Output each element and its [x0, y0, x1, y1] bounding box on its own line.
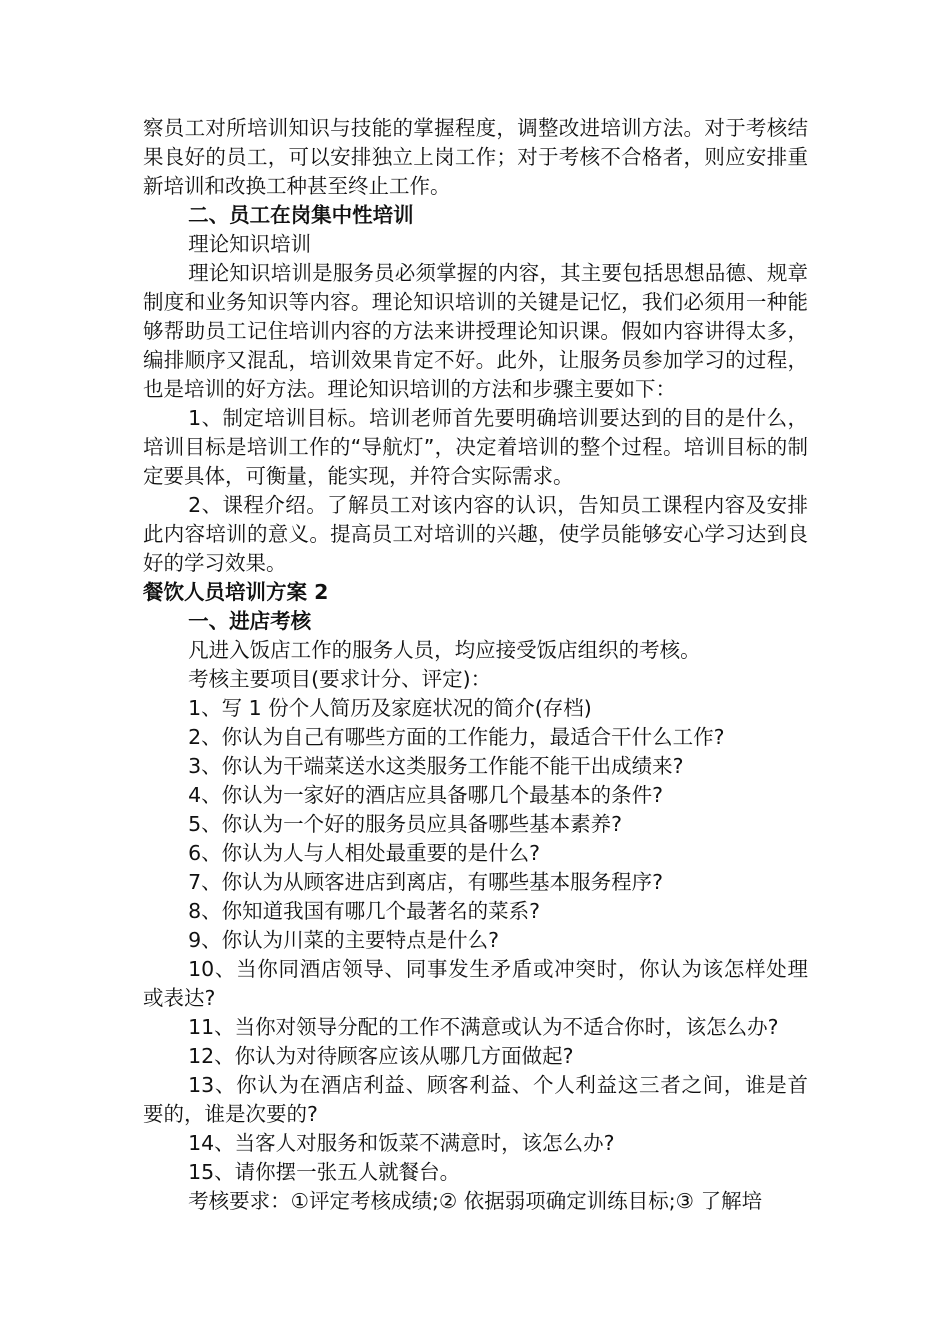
list-item: 14、当客人对服务和饭菜不满意时，该怎么办? — [188, 1131, 615, 1155]
list-item: 7、你认为从顾客进店到离店，有哪些基本服务程序? — [188, 870, 664, 894]
paragraph-theory-training: 理论知识培训是服务员必须掌握的内容，其主要包括思想品德、规章制度和业务知识等内容。理论知识培训的关键是记忆，我们必须用一种能够帮助员工记住培训内容的方法来讲授理论知识课。假如内容讲得太多，编排顺序又混乱，培训效果肯定不好。此外，让服务员参加学习的过程，也是培训的好方法。理论知识培训的方法和步骤主要如下： — [143, 261, 808, 401]
list-item: 9、你认为川菜的主要特点是什么? — [188, 928, 500, 952]
list-item: 2、你认为自己有哪些方面的工作能力，最适合干什么工作? — [188, 725, 725, 749]
subheading-theory-training: 理论知识培训 — [188, 232, 312, 256]
paragraph-step-2: 2、课程介绍。了解员工对该内容的认识，告知员工课程内容及安排此内容培训的意义。提高员工对培训的兴趣，使学员能够安心学习达到良好的学习效果。 — [143, 493, 808, 575]
paragraph-assessment-items: 考核主要项目(要求计分、评定)： — [188, 667, 492, 691]
paragraph-entry-assessment: 凡进入饭店工作的服务人员，均应接受饭店组织的考核。 — [188, 638, 701, 662]
list-item: 5、你认为一个好的服务员应具备哪些基本素养? — [188, 812, 623, 836]
heading-entry-assessment: 一、进店考核 — [188, 609, 312, 633]
list-item: 10、当你同酒店领导、同事发生矛盾或冲突时，你认为该怎样处理或表达? — [143, 957, 808, 1010]
list-item: 12、你认为对待顾客应该从哪几方面做起? — [188, 1044, 574, 1068]
section-title-plan-2: 餐饮人员培训方案 2 — [143, 580, 329, 604]
list-item: 1、写 1 份个人简历及家庭状况的简介(存档) — [188, 696, 592, 720]
list-item: 3、你认为干端菜送水这类服务工作能不能干出成绩来? — [188, 754, 684, 778]
list-item: 8、你知道我国有哪几个最著名的菜系? — [188, 899, 541, 923]
document-page — [143, 114, 808, 1216]
paragraph-assessment-requirements: 考核要求：①评定考核成绩;② 依据弱项确定训练目标;③ 了解培 — [188, 1189, 763, 1213]
list-item: 15、请你摆一张五人就餐台。 — [188, 1160, 461, 1184]
heading-onsite-training: 二、员工在岗集中性培训 — [188, 203, 414, 227]
list-item: 4、你认为一家好的酒店应具备哪几个最基本的条件? — [188, 783, 664, 807]
list-item: 6、你认为人与人相处最重要的是什么? — [188, 841, 541, 865]
paragraph-intro-continuation: 察员工对所培训知识与技能的掌握程度，调整改进培训方法。对于考核结果良好的员工，可以安排独立上岗工作；对于考核不合格者，则应安排重新培训和改换工种甚至终止工作。 — [143, 116, 808, 198]
paragraph-step-1: 1、制定培训目标。培训老师首先要明确培训要达到的目的是什么，培训目标是培训工作的“导航灯”，决定着培训的整个过程。培训目标的制定要具体，可衡量，能实现，并符合实际需求。 — [143, 406, 808, 488]
list-item: 13、你认为在酒店利益、顾客利益、个人利益这三者之间，谁是首要的，谁是次要的? — [143, 1073, 808, 1126]
list-item: 11、当你对领导分配的工作不满意或认为不适合你时，该怎么办? — [188, 1015, 779, 1039]
